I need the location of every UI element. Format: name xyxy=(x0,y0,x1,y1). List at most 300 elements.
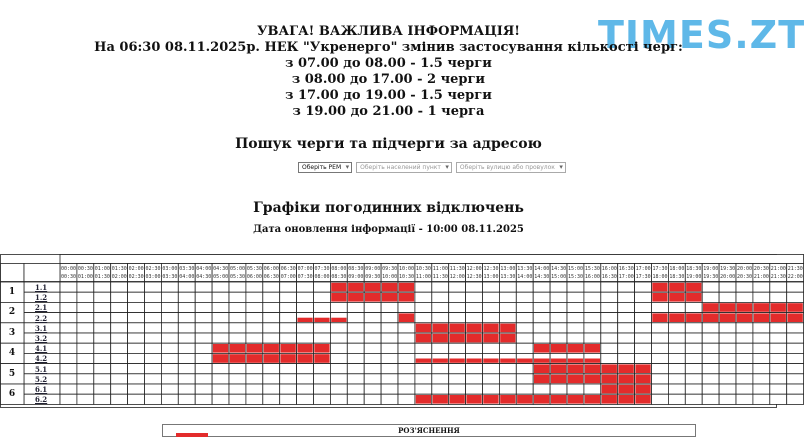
slot-cell xyxy=(516,282,533,292)
outage-slot xyxy=(669,293,684,302)
slot-cell xyxy=(195,323,212,333)
settlement-select[interactable]: Оберіть населений пункт ▾ xyxy=(356,162,452,173)
outage-slot xyxy=(619,395,634,404)
slot-cell xyxy=(584,313,601,323)
outage-slot xyxy=(297,354,312,363)
time-tick-label: 18:00 18:30 xyxy=(669,266,685,280)
outage-slot xyxy=(433,334,448,343)
outage-slot xyxy=(619,375,634,384)
slot-cell xyxy=(178,343,195,353)
outage-slot xyxy=(517,395,532,404)
time-tick-label: 11:00 11:30 xyxy=(432,266,448,280)
slot-cell xyxy=(635,313,652,323)
slot-cell xyxy=(314,302,331,312)
slot-cell xyxy=(314,282,331,292)
slot-cell xyxy=(516,323,533,333)
slot-cell xyxy=(652,333,669,343)
slot-cell xyxy=(702,343,719,353)
slot-cell xyxy=(128,394,145,404)
slot-cell xyxy=(128,282,145,292)
time-tick-label: 21:30 22:00 xyxy=(787,266,803,280)
slot-cell xyxy=(77,292,94,302)
slot-cell xyxy=(161,384,178,394)
slot-cell xyxy=(94,384,111,394)
outage-slot-partial xyxy=(450,359,465,363)
slot-cell xyxy=(330,302,347,312)
slot-cell xyxy=(550,282,567,292)
notice-line: з 19.00 до 21.00 - 1 черга xyxy=(292,104,485,119)
subqueue-link[interactable]: 2.1 xyxy=(35,303,48,313)
slot-cell xyxy=(702,394,719,404)
slot-cell xyxy=(702,323,719,333)
slot-cell xyxy=(111,374,128,384)
slot-cell xyxy=(77,323,94,333)
slot-cell xyxy=(415,343,432,353)
slot-cell xyxy=(229,323,246,333)
outage-slot xyxy=(450,324,465,333)
outage-slot-partial xyxy=(416,359,431,363)
slot-cell xyxy=(212,282,229,292)
street-select[interactable]: Оберіть вулицю або провулок ▾ xyxy=(456,162,566,173)
slot-cell xyxy=(736,394,753,404)
slot-cell xyxy=(263,282,280,292)
slot-cell xyxy=(635,353,652,363)
slot-cell xyxy=(280,313,297,323)
slot-cell xyxy=(111,384,128,394)
outage-slot xyxy=(483,395,498,404)
slot-cell xyxy=(381,302,398,312)
outage-slot xyxy=(500,334,515,343)
notice-line: УВАГА! ВАЖЛИВА ІНФОРМАЦІЯ! xyxy=(256,24,521,39)
slot-cell xyxy=(601,353,618,363)
time-tick-label: 18:30 19:00 xyxy=(686,266,702,280)
slot-cell xyxy=(263,302,280,312)
slot-cell xyxy=(466,302,483,312)
slot-cell xyxy=(111,302,128,312)
slot-cell xyxy=(263,292,280,302)
outage-slot xyxy=(399,313,414,322)
schedule-title: Графіки погодинних відключень xyxy=(253,200,524,216)
slot-cell xyxy=(736,353,753,363)
slot-cell xyxy=(94,302,111,312)
slot-cell xyxy=(77,302,94,312)
slot-cell xyxy=(753,333,770,343)
slot-cell xyxy=(330,394,347,404)
slot-cell xyxy=(246,323,263,333)
time-tick-label: 02:00 02:30 xyxy=(128,266,144,280)
slot-cell xyxy=(567,282,584,292)
slot-cell xyxy=(770,333,787,343)
outage-slot-partial xyxy=(534,359,549,363)
slot-cell xyxy=(483,302,500,312)
slot-cell xyxy=(347,374,364,384)
slot-cell xyxy=(702,292,719,302)
slot-cell xyxy=(652,302,669,312)
time-tick-label: 09:00 09:30 xyxy=(365,266,381,280)
outage-slot xyxy=(788,303,803,312)
slot-cell xyxy=(111,323,128,333)
slot-cell xyxy=(601,333,618,343)
slot-cell xyxy=(178,323,195,333)
time-tick-label: 17:30 18:00 xyxy=(652,266,668,280)
outage-slot xyxy=(686,293,701,302)
time-tick-label: 16:30 17:00 xyxy=(618,266,634,280)
slot-cell xyxy=(330,343,347,353)
slot-cell xyxy=(753,292,770,302)
slot-cell xyxy=(516,374,533,384)
outage-slot xyxy=(635,395,650,404)
slot-cell xyxy=(364,302,381,312)
subqueue-link[interactable]: 5.1 xyxy=(35,364,48,374)
notice-line: з 17.00 до 19.00 - 1.5 черги xyxy=(285,88,492,103)
slot-cell xyxy=(499,313,516,323)
slot-cell xyxy=(212,384,229,394)
slot-cell xyxy=(584,282,601,292)
slot-cell xyxy=(483,282,500,292)
slot-cell xyxy=(246,374,263,384)
slot-cell xyxy=(432,313,449,323)
slot-cell xyxy=(195,333,212,343)
slot-cell xyxy=(94,394,111,404)
outage-slot xyxy=(247,344,262,353)
outage-slot xyxy=(534,364,549,373)
slot-cell xyxy=(702,282,719,292)
slot-cell xyxy=(516,302,533,312)
outage-slot xyxy=(602,385,617,394)
slot-cell xyxy=(212,302,229,312)
slot-cell xyxy=(415,313,432,323)
slot-cell xyxy=(263,374,280,384)
slot-cell xyxy=(770,323,787,333)
slot-cell xyxy=(787,353,804,363)
outage-slot xyxy=(754,313,769,322)
time-tick-label: 03:00 03:30 xyxy=(162,266,178,280)
slot-cell xyxy=(94,333,111,343)
slot-cell xyxy=(685,364,702,374)
slot-cell xyxy=(347,353,364,363)
slot-cell xyxy=(652,374,669,384)
slot-cell xyxy=(483,384,500,394)
subqueue-link[interactable]: 4.1 xyxy=(35,344,48,354)
slot-cell xyxy=(60,394,77,404)
slot-cell xyxy=(449,282,466,292)
outage-slot xyxy=(619,385,634,394)
slot-cell xyxy=(787,323,804,333)
slot-cell xyxy=(787,384,804,394)
outage-slot xyxy=(230,354,245,363)
time-tick-label: 20:30 21:00 xyxy=(753,266,769,280)
slot-cell xyxy=(111,282,128,292)
slot-cell xyxy=(635,302,652,312)
slot-cell xyxy=(330,364,347,374)
subqueue-link[interactable]: 2.2 xyxy=(35,313,48,323)
slot-cell xyxy=(161,282,178,292)
time-tick-label: 13:30 14:00 xyxy=(517,266,533,280)
slot-cell xyxy=(449,292,466,302)
outage-slot xyxy=(652,313,667,322)
search-title: Пошук черги та підчерги за адресою xyxy=(235,136,542,152)
slot-cell xyxy=(719,343,736,353)
slot-cell xyxy=(128,384,145,394)
slot-cell xyxy=(297,374,314,384)
slot-cell xyxy=(719,384,736,394)
slot-cell xyxy=(584,384,601,394)
slot-cell xyxy=(516,313,533,323)
slot-cell xyxy=(381,364,398,374)
outage-slot-partial xyxy=(314,318,329,322)
outage-slot xyxy=(466,395,481,404)
time-tick-label: 08:00 08:30 xyxy=(331,266,347,280)
outage-slot xyxy=(568,344,583,353)
slot-cell xyxy=(770,343,787,353)
time-tick-label: 15:30 16:00 xyxy=(584,266,600,280)
slot-cell xyxy=(618,333,635,343)
outage-slot xyxy=(230,344,245,353)
slot-cell xyxy=(668,353,685,363)
time-tick-label: 06:00 06:30 xyxy=(263,266,279,280)
slot-cell xyxy=(432,384,449,394)
slot-cell xyxy=(753,353,770,363)
slot-cell xyxy=(212,292,229,302)
legend-box xyxy=(162,424,696,437)
slot-cell xyxy=(668,323,685,333)
outage-slot xyxy=(399,293,414,302)
slot-cell xyxy=(229,302,246,312)
outage-slot xyxy=(466,334,481,343)
outage-slot xyxy=(213,354,228,363)
time-tick-label: 10:00 10:30 xyxy=(399,266,415,280)
outage-slot xyxy=(365,283,380,292)
slot-cell xyxy=(280,364,297,374)
slot-cell xyxy=(449,374,466,384)
slot-cell xyxy=(668,384,685,394)
slot-cell xyxy=(601,343,618,353)
slot-cell xyxy=(601,313,618,323)
outage-slot xyxy=(602,375,617,384)
slot-cell xyxy=(195,302,212,312)
slot-cell xyxy=(736,323,753,333)
subqueue-link[interactable]: 6.1 xyxy=(35,385,48,394)
subqueue-link[interactable]: 4.2 xyxy=(35,354,48,364)
outage-slot xyxy=(466,324,481,333)
outage-slot xyxy=(331,283,346,292)
slot-cell xyxy=(195,292,212,302)
site-logo[interactable]: TIMES.ZT xyxy=(598,13,805,57)
slot-cell xyxy=(297,394,314,404)
slot-cell xyxy=(195,384,212,394)
subqueue-link[interactable]: 6.2 xyxy=(35,395,48,405)
time-tick-label: 08:30 09:00 xyxy=(348,266,364,280)
slot-cell xyxy=(60,282,77,292)
slot-cell xyxy=(567,333,584,343)
time-tick-label: 05:00 05:30 xyxy=(230,266,246,280)
outage-slot xyxy=(737,303,752,312)
slot-cell xyxy=(550,292,567,302)
slot-cell xyxy=(246,313,263,323)
slot-cell xyxy=(195,343,212,353)
outage-slot xyxy=(585,344,600,353)
slot-cell xyxy=(753,282,770,292)
slot-cell xyxy=(685,384,702,394)
slot-cell xyxy=(195,353,212,363)
subqueue-link[interactable]: 1.2 xyxy=(35,293,48,303)
outage-slot xyxy=(500,324,515,333)
slot-cell xyxy=(128,353,145,363)
slot-cell xyxy=(618,292,635,302)
subqueue-link[interactable]: 1.1 xyxy=(35,283,48,292)
slot-cell xyxy=(145,313,162,323)
slot-cell xyxy=(719,374,736,384)
time-tick-label: 04:30 05:00 xyxy=(213,266,229,280)
slot-cell xyxy=(685,333,702,343)
slot-cell xyxy=(60,343,77,353)
slot-cell xyxy=(330,384,347,394)
slot-cell xyxy=(77,343,94,353)
slot-cell xyxy=(618,282,635,292)
subqueue-link[interactable]: 5.2 xyxy=(35,374,48,384)
slot-cell xyxy=(145,394,162,404)
slot-cell xyxy=(280,384,297,394)
slot-cell xyxy=(195,313,212,323)
slot-cell xyxy=(60,374,77,384)
slot-cell xyxy=(635,292,652,302)
slot-cell xyxy=(770,282,787,292)
slot-cell xyxy=(77,384,94,394)
slot-cell xyxy=(77,394,94,404)
slot-cell xyxy=(483,292,500,302)
slot-cell xyxy=(111,343,128,353)
notice-block xyxy=(0,24,777,120)
slot-cell xyxy=(685,323,702,333)
slot-cell xyxy=(229,313,246,323)
slot-cell xyxy=(314,394,331,404)
slot-cell xyxy=(499,302,516,312)
slot-cell xyxy=(229,384,246,394)
outage-slot xyxy=(568,375,583,384)
notice-line: з 08.00 до 17.00 - 2 черги xyxy=(291,72,486,87)
slot-cell xyxy=(347,364,364,374)
outage-slot xyxy=(720,313,735,322)
slot-cell xyxy=(736,384,753,394)
slot-cell xyxy=(145,292,162,302)
time-tick-label: 21:00 21:30 xyxy=(770,266,786,280)
slot-cell xyxy=(364,364,381,374)
address-search xyxy=(298,162,566,173)
slot-cell xyxy=(601,323,618,333)
slot-cell xyxy=(770,364,787,374)
slot-cell xyxy=(178,394,195,404)
slot-cell xyxy=(533,333,550,343)
slot-cell xyxy=(364,353,381,363)
slot-cell xyxy=(364,394,381,404)
subqueue-link[interactable]: 3.2 xyxy=(35,334,48,343)
time-tick-label: 04:00 04:30 xyxy=(196,266,212,280)
notice-line: На 06:30 08.11.2025р. НЕК "Укренерго" змінив застосування кількості черг: xyxy=(94,40,683,55)
slot-cell xyxy=(364,333,381,343)
slot-cell xyxy=(719,323,736,333)
slot-cell xyxy=(466,364,483,374)
outage-slot xyxy=(416,395,431,404)
slot-cell xyxy=(297,292,314,302)
slot-cell xyxy=(787,292,804,302)
slot-cell xyxy=(347,343,364,353)
slot-cell xyxy=(567,302,584,312)
slot-cell xyxy=(77,282,94,292)
slot-cell xyxy=(145,302,162,312)
time-tick-label: 11:30 12:00 xyxy=(449,266,465,280)
slot-cell xyxy=(297,302,314,312)
slot-cell xyxy=(668,333,685,343)
slot-cell xyxy=(584,323,601,333)
slot-cell xyxy=(753,364,770,374)
slot-cell xyxy=(77,333,94,343)
slot-cell xyxy=(94,364,111,374)
slot-cell xyxy=(787,394,804,404)
slot-cell xyxy=(668,364,685,374)
slot-cell xyxy=(652,353,669,363)
time-tick-label: 07:00 07:30 xyxy=(297,266,313,280)
slot-cell xyxy=(195,374,212,384)
slot-cell xyxy=(246,292,263,302)
outage-slot xyxy=(433,324,448,333)
outage-slot xyxy=(686,313,701,322)
slot-cell xyxy=(618,353,635,363)
slot-cell xyxy=(652,323,669,333)
slot-cell xyxy=(499,343,516,353)
slot-cell xyxy=(516,292,533,302)
slot-cell xyxy=(161,292,178,302)
slot-cell xyxy=(145,323,162,333)
slot-cell xyxy=(364,384,381,394)
slot-cell xyxy=(297,333,314,343)
outage-slot xyxy=(450,334,465,343)
slot-cell xyxy=(584,333,601,343)
slot-cell xyxy=(702,333,719,343)
time-tick-label: 12:30 13:00 xyxy=(483,266,499,280)
slot-cell xyxy=(702,364,719,374)
outage-slot xyxy=(365,293,380,302)
slot-cell xyxy=(145,374,162,384)
slot-cell xyxy=(94,353,111,363)
slot-cell xyxy=(618,323,635,333)
slot-cell xyxy=(161,323,178,333)
slot-cell xyxy=(229,364,246,374)
slot-cell xyxy=(466,282,483,292)
slot-cell xyxy=(364,313,381,323)
slot-cell xyxy=(94,374,111,384)
outage-slot xyxy=(348,283,363,292)
rem-select[interactable]: Оберіть РЕМ ▾ xyxy=(298,162,352,173)
slot-cell xyxy=(280,394,297,404)
outage-slot xyxy=(602,364,617,373)
outage-slot xyxy=(585,395,600,404)
slot-cell xyxy=(702,353,719,363)
slot-cell xyxy=(178,364,195,374)
slot-cell xyxy=(652,343,669,353)
slot-cell xyxy=(212,313,229,323)
slot-cell xyxy=(533,292,550,302)
slot-cell xyxy=(432,282,449,292)
slot-cell xyxy=(567,292,584,302)
subqueue-link[interactable]: 3.1 xyxy=(35,323,48,333)
slot-cell xyxy=(398,394,415,404)
outage-slot xyxy=(602,395,617,404)
slot-cell xyxy=(280,374,297,384)
time-tick-label: 06:30 07:00 xyxy=(280,266,296,280)
slot-cell xyxy=(381,374,398,384)
outage-slot-partial xyxy=(500,359,515,363)
slot-cell xyxy=(516,343,533,353)
